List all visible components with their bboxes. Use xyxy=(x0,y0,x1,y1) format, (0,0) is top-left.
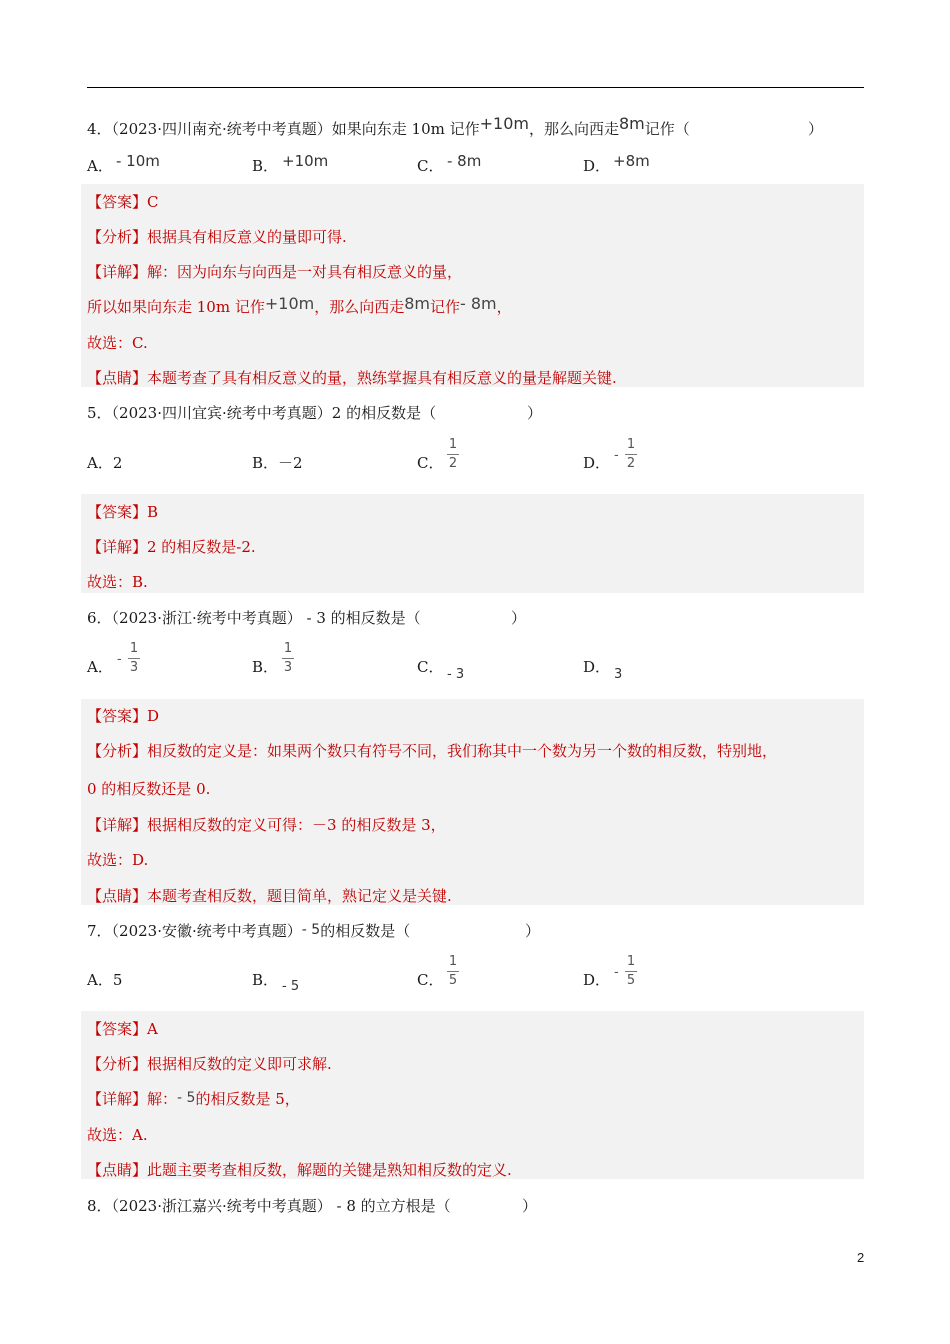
fraction-bar xyxy=(625,971,637,972)
q6-analysis-2: 0 的相反数还是 0. xyxy=(87,780,211,798)
page-number: 2 xyxy=(857,1250,865,1265)
q7-solution-box xyxy=(81,1011,864,1179)
q4-close-paren: ） xyxy=(808,120,824,138)
q5-answer: 【答案】B xyxy=(87,503,159,521)
q7-answer: 【答案】A xyxy=(87,1020,158,1038)
q4-option-d-value: +8m xyxy=(613,152,650,170)
q4-stem-text: 4．（2023·四川南充·统考中考真题）如果向东走 10m 记作 xyxy=(87,120,480,138)
q6-stem: 6．（2023·浙江·统考中考真题） - 3 的相反数是（ xyxy=(87,609,421,627)
q5-option-d[interactable]: D． xyxy=(583,454,611,472)
q6-option-c[interactable]: C． xyxy=(417,658,444,676)
fraction-numerator: 1 xyxy=(626,437,636,452)
fraction-denominator: 3 xyxy=(129,660,139,675)
q5-option-b[interactable]: B．－2 xyxy=(252,454,303,472)
q5-close-paren: ） xyxy=(527,404,543,422)
q7-detail-math-minus5: - 5 xyxy=(177,1090,196,1106)
q4-detail-2-text-4: ， xyxy=(496,298,512,316)
q7-stem-text: 7．（2023·安徽·统考中考真题） xyxy=(87,922,302,940)
q6-option-a-fraction xyxy=(128,642,140,675)
q5-option-a[interactable]: A．2 xyxy=(87,454,123,472)
q7-option-a[interactable]: A．5 xyxy=(87,971,123,989)
q4-option-a-value: - 10m xyxy=(116,152,160,170)
fraction-numerator: 1 xyxy=(626,954,636,969)
q4-detail-math-plus10m: +10m xyxy=(264,294,315,313)
q6-option-a-minus: - xyxy=(117,652,122,667)
q6-option-d[interactable]: D． xyxy=(583,658,611,676)
q4-option-d-label: D． xyxy=(583,157,611,175)
q4-option-b-label: B． xyxy=(252,157,279,175)
q7-analysis: 【分析】根据相反数的定义即可求解. xyxy=(87,1055,332,1073)
q7-stem-text-2: 的相反数是（ xyxy=(320,922,411,940)
q6-option-d-value: 3 xyxy=(614,667,623,682)
q4-math-8m: 8m xyxy=(618,114,645,133)
q6-analysis-1: 【分析】相反数的定义是：如果两个数只有符号不同，我们称其中一个数为另一个数的相反数，特别地， xyxy=(87,742,778,760)
q5-option-d-fraction xyxy=(625,438,637,471)
fraction-bar xyxy=(625,454,637,455)
q5-detail: 【详解】2 的相反数是-2. xyxy=(87,538,256,556)
q4-detail-2-text-2: ，那么向西走 xyxy=(314,298,405,316)
q4-comment: 【点睛】本题考查了具有相反意义的量，熟练掌握具有相反意义的量是解题关键. xyxy=(87,369,617,387)
q4-stem-text-2: ，那么向西走 xyxy=(528,120,619,138)
fraction-numerator: 1 xyxy=(283,641,293,656)
q7-stem xyxy=(87,920,410,941)
q6-option-a[interactable]: A． xyxy=(87,658,113,676)
q4-stem-text-3: 记作（ xyxy=(644,120,690,138)
fraction-denominator: 5 xyxy=(448,973,458,988)
q7-detail-text: 【详解】解： xyxy=(87,1090,178,1108)
q4-choose: 故选：C. xyxy=(87,334,148,352)
q6-answer: 【答案】D xyxy=(87,707,160,725)
q6-choose: 故选：D. xyxy=(87,851,149,869)
fraction-bar xyxy=(447,971,459,972)
q4-detail-math-8m: 8m xyxy=(404,294,430,313)
q4-detail-math-minus8m: - 8m xyxy=(460,294,497,313)
q4-math-plus10m: +10m xyxy=(479,114,529,133)
q7-option-d-minus: - xyxy=(614,965,619,980)
q5-option-d-minus: - xyxy=(614,448,619,463)
q5-choose: 故选：B. xyxy=(87,573,148,591)
fraction-denominator: 3 xyxy=(283,660,293,675)
q4-option-a-label: A． xyxy=(87,157,113,175)
q7-option-d-fraction xyxy=(625,955,637,988)
q5-stem: 5．（2023·四川宜宾·统考中考真题）2 的相反数是（ xyxy=(87,404,437,422)
q5-option-c-fraction xyxy=(447,438,459,471)
q6-option-b[interactable]: B． xyxy=(252,658,279,676)
q4-option-a[interactable] xyxy=(87,155,113,176)
fraction-denominator: 2 xyxy=(448,456,458,471)
fraction-bar xyxy=(128,658,140,659)
q4-detail-2 xyxy=(87,296,512,317)
q4-detail-2-text: 所以如果向东走 10m 记作 xyxy=(87,298,265,316)
q6-comment: 【点睛】本题考查相反数，题目简单，熟记定义是关键. xyxy=(87,887,452,905)
q4-stem xyxy=(87,114,690,139)
q4-option-d[interactable] xyxy=(583,155,610,176)
q4-solution-box xyxy=(81,184,864,387)
q7-detail xyxy=(87,1088,300,1109)
q6-option-b-fraction xyxy=(282,642,294,675)
q5-solution-box xyxy=(81,494,864,593)
q7-option-b[interactable]: B． xyxy=(252,971,279,989)
q7-close-paren: ） xyxy=(525,922,541,940)
fraction-numerator: 1 xyxy=(448,437,458,452)
fraction-numerator: 1 xyxy=(129,641,139,656)
q4-detail-1: 【详解】解：因为向东与向西是一对具有相反意义的量， xyxy=(87,263,463,281)
q6-close-paren: ） xyxy=(511,609,527,627)
q4-option-c[interactable] xyxy=(417,155,443,176)
q5-option-c[interactable]: C． xyxy=(417,454,444,472)
fraction-denominator: 5 xyxy=(626,973,636,988)
fraction-bar xyxy=(282,658,294,659)
q7-option-b-value: - 5 xyxy=(282,979,300,994)
fraction-numerator: 1 xyxy=(448,954,458,969)
q7-option-c[interactable]: C． xyxy=(417,971,444,989)
q7-option-c-fraction xyxy=(447,955,459,988)
q7-option-d[interactable]: D． xyxy=(583,971,611,989)
q4-analysis: 【分析】根据具有相反意义的量即可得. xyxy=(87,228,347,246)
q7-choose: 故选：A. xyxy=(87,1126,148,1144)
fraction-denominator: 2 xyxy=(626,456,636,471)
q6-detail: 【详解】根据相反数的定义可得：－3 的相反数是 3， xyxy=(87,816,446,834)
q7-math-minus5: - 5 xyxy=(301,922,321,938)
q7-comment: 【点睛】此题主要考查相反数，解题的关键是熟知相反数的定义. xyxy=(87,1161,512,1179)
q6-option-c-value: - 3 xyxy=(447,667,465,682)
q4-option-b-value: +10m xyxy=(282,152,329,170)
q4-option-c-value: - 8m xyxy=(447,152,482,170)
q4-detail-2-text-3: 记作 xyxy=(430,298,461,316)
q8-stem: 8．（2023·浙江嘉兴·统考中考真题） - 8 的立方根是（ xyxy=(87,1197,451,1215)
header-rule xyxy=(87,87,864,88)
q7-detail-text-2: 的相反数是 5， xyxy=(195,1090,300,1108)
q6-solution-box xyxy=(81,699,864,905)
q8-close-paren: ） xyxy=(522,1197,538,1215)
q4-option-c-label: C． xyxy=(417,157,444,175)
q4-option-b[interactable] xyxy=(252,155,278,176)
q4-answer: 【答案】C xyxy=(87,193,159,211)
fraction-bar xyxy=(447,454,459,455)
